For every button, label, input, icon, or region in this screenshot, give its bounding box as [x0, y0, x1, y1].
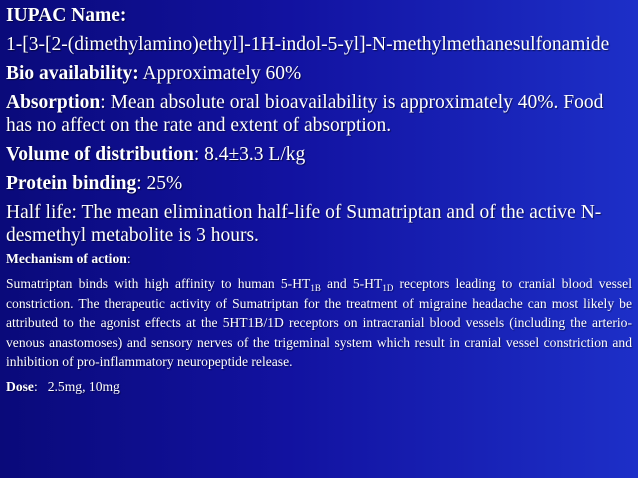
dose-label: Dose	[6, 379, 34, 395]
iupac-label: IUPAC Name:	[6, 5, 127, 26]
mechanism-colon: :	[126, 251, 131, 266]
iupac-value: 1-[3-[2-(dimethylamino)ethyl]-1H-indol-5-yl]-N-methylmethanesulfonamide	[6, 34, 610, 55]
dose-line	[6, 377, 632, 396]
protein-line	[6, 172, 632, 195]
bioavailability-value: Approximately 60%	[138, 63, 302, 84]
dose-value: 2.5mg, 10mg	[47, 379, 120, 395]
mechanism-label: Mechanism of action	[6, 251, 127, 266]
bioavailability-line	[6, 62, 632, 85]
mechanism-sub2: 1D	[382, 283, 394, 294]
mechanism-text	[6, 274, 632, 371]
slide-content	[6, 4, 632, 397]
volume-line	[6, 143, 632, 166]
protein-label: Protein binding	[6, 173, 137, 194]
protein-value: : 25%	[136, 173, 183, 194]
volume-value: : 8.4±3.3 L/kg	[193, 144, 306, 165]
absorption-value: : Mean absolute oral bioavailability is approximately 40%. Food has no affect on the rate and extent of absorption.	[6, 92, 604, 136]
mechanism-sub1: 1B	[310, 283, 321, 294]
mechanism-heading	[6, 249, 632, 268]
absorption-line	[6, 91, 632, 137]
absorption-label: Absorption	[6, 92, 101, 113]
volume-label: Volume of distribution	[6, 144, 194, 165]
mechanism-part1: Sumatriptan binds with high affinity to human 5-HT	[6, 276, 311, 292]
halflife-line: Half life: The mean elimination half-life of Sumatriptan and of the active N-desmethyl metabolite is 3 hours.	[6, 202, 602, 246]
mechanism-part2: and 5-HT	[320, 276, 383, 292]
mechanism-part3: receptors leading to cranial blood vessel constriction. The therapeutic activity of Sumatriptan for the treatment of migraine headache can most likely be attributed to the agonist effects at the 5HT1B/1D receptors on intracranial blood vessels (including the arterio-venous anastomoses) and sensory nerves of the trigeminal system which result in cranial vessel constriction and inhibition of pro-inflammatory neuropeptide release.	[6, 276, 632, 370]
iupac-label-line	[6, 4, 632, 27]
dose-colon: :	[33, 379, 38, 395]
bioavailability-label: Bio availability:	[6, 63, 139, 84]
